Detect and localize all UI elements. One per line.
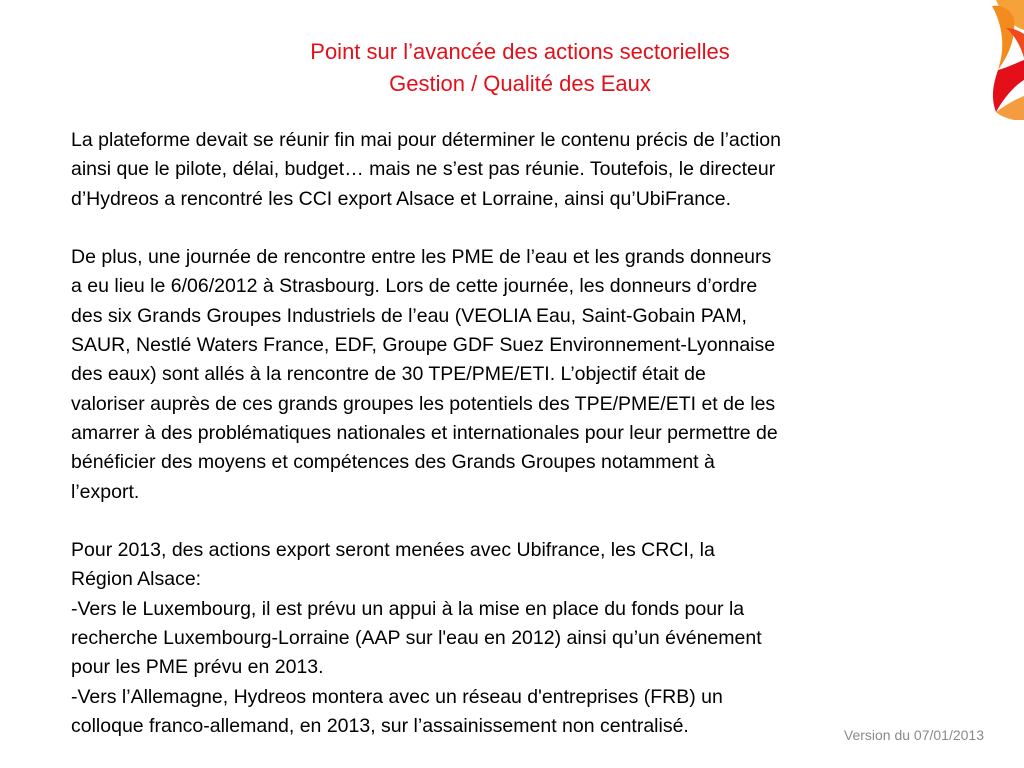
text-line: pour les PME prévu en 2013. — [71, 656, 324, 679]
version-label: Version du 07/01/2013 — [843, 727, 984, 743]
text-line: -Vers le Luxembourg, il est prévu un appui à la mise en place du fonds pour la — [71, 597, 745, 620]
text-line: a eu lieu le 6/06/2012 à Strasbourg. Lors de cette journée, les donneurs d’ordre — [71, 275, 758, 298]
text-line: recherche Luxembourg-Lorraine (AAP sur l'eau en 2012) ainsi qu’un événement — [71, 627, 762, 650]
paragraph-spacer — [71, 507, 971, 536]
paragraph-1 — [71, 126, 971, 214]
title-line-2: Gestion / Qualité des Eaux — [389, 71, 651, 96]
text-line: De plus, une journée de rencontre entre les PME de l’eau et les grands donneurs — [71, 246, 772, 269]
text-line: valoriser auprès de ces grands groupes les potentiels des TPE/PME/ETI et de les — [71, 392, 776, 415]
text-line: La plateforme devait se réunir fin mai pour déterminer le contenu précis de l’action — [71, 129, 781, 151]
paragraph-2 — [71, 243, 971, 507]
text-line: ainsi que le pilote, délai, budget… mais ne s’est pas réunie. Toutefois, le directeur — [71, 158, 776, 181]
paragraph-3 — [71, 536, 971, 741]
body-text — [71, 126, 971, 741]
text-line: Région Alsace: — [71, 568, 202, 591]
text-line: -Vers l’Allemagne, Hydreos montera avec un réseau d'entreprises (FRB) un — [71, 685, 723, 708]
text-line: d’Hydreos a rencontré les CCI export Alsace et Lorraine, ainsi qu’UbiFrance. — [71, 187, 732, 210]
text-line: bénéficier des moyens et compétences des Grands Groupes notamment à — [71, 451, 715, 474]
text-line: Pour 2013, des actions export seront menées avec Ubifrance, les CRCI, la — [71, 539, 715, 562]
text-line: SAUR, Nestlé Waters France, EDF, Groupe GDF Suez Environnement-Lyonnaise — [71, 334, 776, 357]
slide-title — [0, 36, 1024, 100]
text-line: l’export. — [71, 480, 140, 503]
title-line-1: Point sur l’avancée des actions sectorielles — [310, 39, 730, 64]
text-line: des eaux) sont allés à la rencontre de 30 TPE/PME/ETI. L’objectif était de — [71, 363, 706, 386]
text-line: colloque franco-allemand, en 2013, sur l’assainissement non centralisé. — [71, 714, 689, 737]
text-line: des six Grands Groupes Industriels de l’eau (VEOLIA Eau, Saint-Gobain PAM, — [71, 304, 747, 327]
paragraph-spacer — [71, 214, 971, 243]
text-line: amarrer à des problématiques nationales et internationales pour leur permettre de — [71, 421, 778, 444]
